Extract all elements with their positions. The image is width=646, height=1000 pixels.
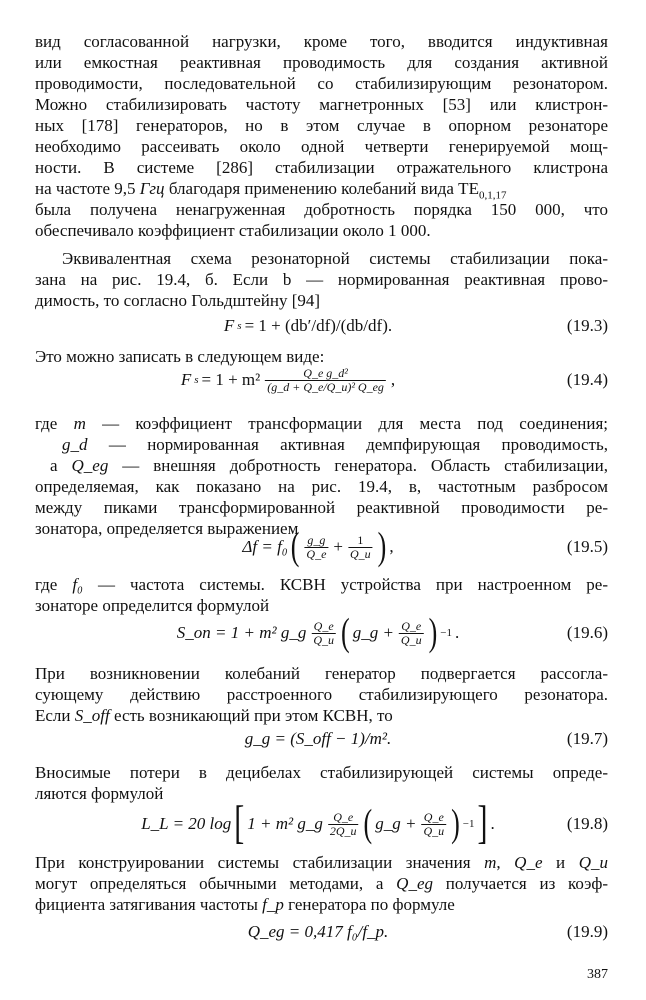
text-line: Эквивалентная схема резонаторной системы стабилизации пока-	[62, 249, 608, 268]
fraction: $\frac{Q\_e}{Q\_u}$	[313, 618, 335, 647]
equation-number: (19.6)	[566, 623, 608, 642]
text-line: фициента затягивания частоты f_p генератора по формуле	[35, 895, 455, 914]
text-line: ляются формулой	[35, 784, 164, 803]
equation-number: (19.9)	[566, 922, 608, 941]
equation-19-4: F s = 1 + m² $\frac{\text{Q\_e g\_d²}}{\text{(g\_d + Q\_e/Q\_u)² Q\_eg}}$ , (19.4)	[35, 355, 608, 405]
text-line: g_d — нормированная активная демпфирующая проводимость,	[62, 435, 608, 454]
text-line: проводимости, последовательной со стабилизирующим резонатором.	[35, 74, 608, 93]
text-line: обеспечивало коэффициент стабилизации около 1 000.	[35, 221, 431, 240]
fraction: $\frac{g\_g}{Q\_e}$	[306, 532, 327, 561]
unit-ghz: Ггц	[139, 179, 165, 198]
text-line: была получена ненагруженная добротность порядка 150 000, что	[35, 200, 608, 219]
text-line: или емкостная реактивная проводимость для создания активной	[35, 53, 608, 72]
equation-number: (19.7)	[566, 729, 608, 748]
text-line: зонатора, определяется выражением	[35, 519, 299, 538]
text-line: Это можно записать в следующем виде:	[35, 347, 325, 366]
equation-number: (19.3)	[566, 316, 608, 335]
text-line: где m — коэффициент трансформации для места под соединения;	[35, 414, 608, 433]
equation-19-8: L_L = 20 log [ 1 + m² g_g $\frac{Q\_e}{2Q\_u}$ ( g_g + $\frac{Q\_e}{Q\_u}$ ) −1 ] . (19.8)	[141, 797, 608, 849]
equation-19-6: S_on = 1 + m² g_g $\frac{Q\_e}{Q\_u}$ ( g_g + $\frac{Q\_e}{Q\_u}$ ) −1 . (19.6)	[35, 608, 608, 658]
text-line: а Q_eg — внешняя добротность генератора. Область стабилизации,	[50, 456, 608, 475]
equation-number: (19.8)	[566, 814, 608, 833]
text-line: вид согласованной нагрузки, кроме того, вводится индуктивная	[35, 32, 608, 51]
fraction: $\frac{\text{Q\_e g\_d²}}{\text{(g\_d + Q\_e/Q\_u)² Q\_eg}}$	[267, 365, 384, 394]
fraction: $\frac{Q\_e}{Q\_u}$	[423, 809, 445, 838]
text-line: сующему действию расстроенного стабилизирующего резонатора.	[35, 685, 608, 704]
text-line: на частоте 9,5 Ггц благодаря применению колебаний вида $TE_{0,1,17}$	[35, 179, 507, 202]
text-line: При возникновении колебаний генератор подвергается рассогла-	[35, 664, 608, 683]
equation-19-3: F s = 1 + (db′/df)/(db/df). (19.3)	[35, 304, 608, 348]
text-line: ности. В системе [286] стабилизации отражательного клистрона	[35, 158, 608, 177]
text-line: При конструировании системы стабилизации значения m, Q_e и Q_u	[35, 853, 608, 872]
equation-number: (19.5)	[566, 537, 608, 556]
text-line: между пиками трансформированной реактивной проводимости ре-	[35, 498, 608, 517]
text-line: Если S_off есть возникающий при этом КСВН, то	[35, 706, 393, 725]
text-line: могут определяться обычными методами, а Q_eg получается из коэф-	[35, 874, 608, 893]
fraction: $\frac{Q\_e}{Q\_u}$	[400, 618, 422, 647]
text-line: Вносимые потери в децибелах стабилизирующей системы опреде-	[35, 763, 608, 782]
text-line: где f₀ — частота системы. КСВН устройства при настроенном ре-	[35, 575, 608, 594]
equation-19-5: Δf = f₀ ( $\frac{g\_g}{Q\_e}$ + $\frac{1}{Q\_u}$ ) , (19.5)	[35, 522, 608, 572]
equation-number: (19.4)	[566, 370, 608, 389]
fraction: $\frac{Q\_e}{2Q\_u}$	[329, 809, 357, 838]
text-line: ных [178] генераторов, но в этом случае в опорном резонаторе	[35, 116, 608, 135]
equation-19-7: g_g = (S_off − 1)/m². (19.7)	[35, 717, 608, 761]
text-line: зонаторе определится формулой	[35, 596, 270, 615]
equation-19-9: Q_eg = 0,417 f₀/f_p. (19.9)	[35, 910, 608, 954]
text-line: Можно стабилизировать частоту магнетронных [53] или клистрон-	[35, 95, 608, 114]
text-line: зана на рис. 19.4, б. Если b — нормированная реактивная прово-	[35, 270, 608, 289]
text-line: необходимо рассеивать около одной четверти генерируемой мощ-	[35, 137, 608, 156]
page-number: 387	[587, 967, 608, 982]
text-line: определяемая, как показано на рис. 19.4, в, частотным разбросом	[35, 477, 608, 496]
text-line: димость, то согласно Гольдштейну [94]	[35, 291, 321, 310]
fraction: $\frac{1}{Q\_u}$	[349, 532, 371, 561]
